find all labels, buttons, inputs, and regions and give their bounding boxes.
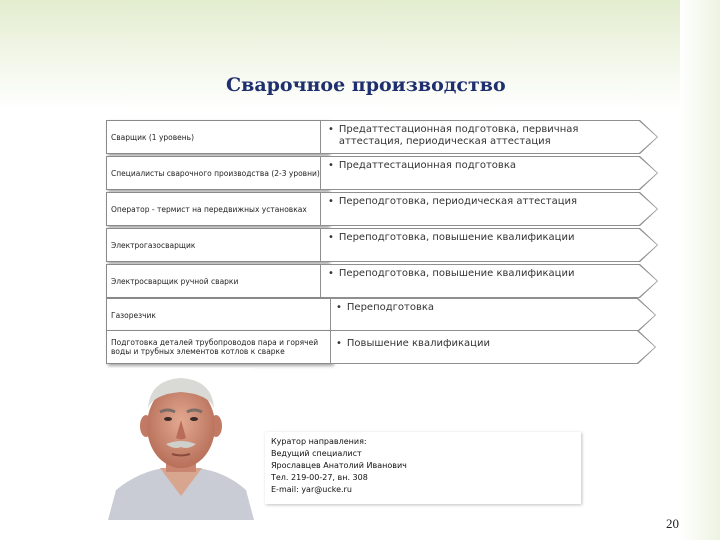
list-item (0, 298, 720, 334)
list-item (0, 228, 720, 264)
category-box (106, 298, 332, 332)
category-box (106, 330, 332, 364)
category-label: Подготовка деталей трубопроводов пара и горячей воды и трубных элементов котлов к сварке (111, 338, 319, 356)
description-text: • Повышение квалификации (336, 338, 490, 349)
category-box (106, 120, 328, 154)
category-label: Специалисты сварочного производства (2-3 уровни) (111, 168, 320, 178)
portrait-image (108, 368, 254, 520)
description-text: • Предаттестационная подготовка (328, 160, 516, 171)
list-item (0, 330, 720, 366)
list-item (0, 120, 720, 156)
page-number: 20 (666, 516, 679, 531)
curator-name: Ярославцев Анатолий Иванович (271, 461, 407, 470)
category-label: Электрогазосварщик (111, 240, 196, 250)
curator-photo (108, 368, 254, 520)
curator-info-box (265, 432, 581, 504)
list-item (0, 264, 720, 300)
curator-position: Ведущий специалист (271, 449, 362, 458)
category-box (106, 264, 328, 298)
category-label: Электросварщик ручной сварки (111, 276, 239, 286)
description-text: • Переподготовка, повышение квалификации (328, 232, 575, 243)
description-text: • Переподготовка (336, 302, 435, 313)
category-label: Газорезчик (111, 310, 156, 320)
curator-email[interactable]: E-mail: yar@ucke.ru (271, 485, 352, 494)
description-text: • Переподготовка, повышение квалификации (328, 268, 575, 279)
category-label: Сварщик (1 уровень) (111, 132, 195, 142)
list-item (0, 192, 720, 228)
category-box (106, 192, 328, 226)
slide-title: Сварочное производство (226, 74, 506, 96)
category-label: Оператор - термист на передвижных установках (111, 204, 307, 214)
curator-phone: Тел. 219-00-27, вн. 308 (271, 473, 368, 482)
category-box (106, 156, 328, 190)
category-box (106, 228, 328, 262)
curator-heading: Куратор направления: (271, 437, 367, 446)
list-item (0, 156, 720, 192)
description-text: • Предаттестационная подготовка, первичная аттестация, периодическая аттестация (328, 124, 579, 147)
description-text: • Переподготовка, периодическая аттестация (328, 196, 578, 207)
